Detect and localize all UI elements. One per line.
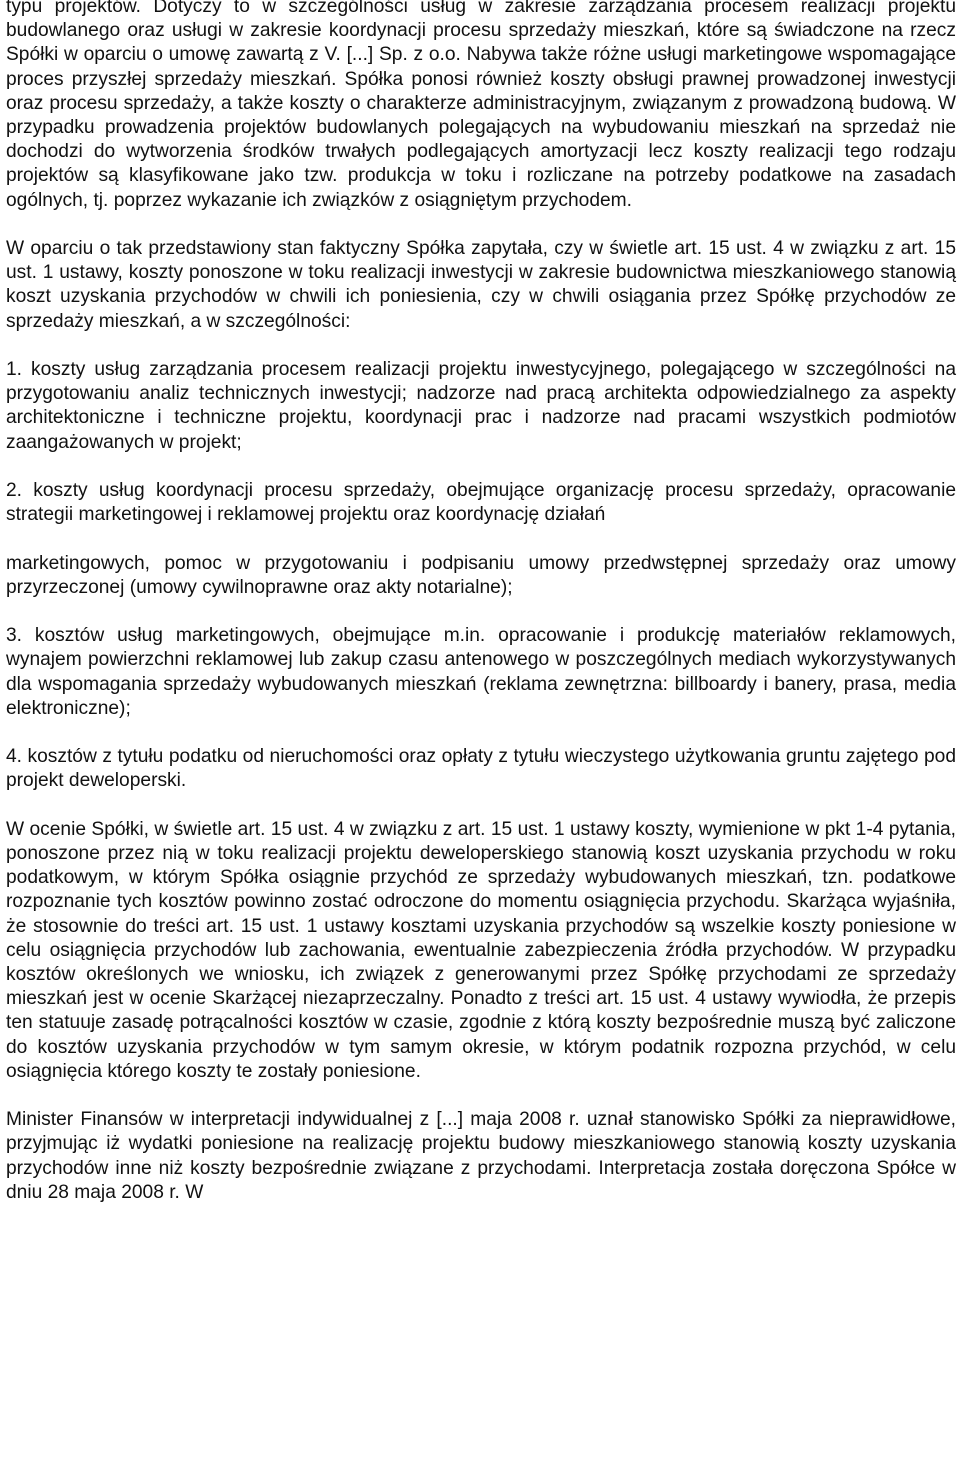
paragraph-point-1: 1. koszty usług zarządzania procesem realizacji projektu inwestycyjnego, polegającego w szczególności na przygotowaniu analiz technicznych inwestycji; nadzorze nad pracą architekta odpowiedzialnego za aspekty architektoniczne i techniczne projektu, koordynacji prac i nadzorze nad pracami wszystkich podmiotów zaangażowanych w projekt; [6,359,956,453]
paragraph-question: W oparciu o tak przedstawiony stan faktyczny Spółka zapytała, czy w świetle art. 15 ust. 4 w związku z art. 15 ust. 1 ustawy, koszty ponoszone w toku realizacji inwestycji w zakresie budownictwa mieszkaniowego stanowią koszt uzyskania przychodów w chwili ich poniesienia, czy w chwili osiągania przez Spółkę przychodów ze sprzedaży mieszkań, a w szczególności: [6,238,956,332]
paragraph-1: typu projektów. Dotyczy to w szczególności usług w zakresie zarządzania procesem realizacji projektu budowlanego oraz usługi w zakresie koordynacji procesu sprzedaży mieszkań, które są świadczone na rzecz Spółki w oparciu o umowę zawartą z V. [...] Sp. z o.o. Nabywa także różne usługi marketingowe wspomagające proces przyszłej sprzedaży mieszkań. Spółka ponosi również koszty obsługi prawnej prowadzonej inwestycji oraz procesu sprzedaży, a także koszty o charakterze administracyjnym, związanym z prowadzoną budową. W przypadku prowadzenia projektów budowlanych polegających na wybudowaniu mieszkań na sprzedaż nie dochodzi do wytworzenia środków trwałych podlegających amortyzacji lecz koszty realizacji tego rodzaju projektów są klasyfikowane jako tzw. produkcja w toku i rozliczane na potrzeby podatkowe na zasadach ogólnych, tj. poprzez wykazanie ich związków z osiągniętym przychodem. [6,0,956,211]
paragraph-point-2-continued: marketingowych, pomoc w przygotowaniu i podpisaniu umowy przedwstępnej sprzedaży oraz umowy przyrzeczonej (umowy cywilnoprawne oraz akty notarialne); [6,552,956,598]
paragraph-point-2: 2. koszty usług koordynacji procesu sprzedaży, obejmujące organizację procesu sprzedaży, opracowanie strategii marketingowej i reklamowej projektu oraz koordynację działań [6,480,956,526]
paragraph-point-4: 4. kosztów z tytułu podatku od nieruchomości oraz opłaty z tytułu wieczystego użytkowania gruntu zajętego pod projekt deweloperski. [6,746,956,792]
paragraph-point-3: 3. kosztów usług marketingowych, obejmujące m.in. opracowanie i produkcję materiałów reklamowych, wynajem powierzchni reklamowej lub zakup czasu antenowego w poszczególnych mediach wykorzystywanych dla wspomagania sprzedaży wybudowanych mieszkań (reklama zewnętrzna: billboardy i banery, prasa, media elektroniczne); [6,625,956,719]
paragraph-minister-interpretation: Minister Finansów w interpretacji indywidualnej z [...] maja 2008 r. uznał stanowisko Spółki za nieprawidłowe, przyjmując iż wydatki poniesione na realizację projektu budowy mieszkaniowego stanowią koszty uzyskania przychodów inne niż koszty bezpośrednie związane z przychodami. Interpretacja została doręczona Spółce w dniu 28 maja 2008 r. W [6,1109,956,1203]
paragraph-company-position: W ocenie Spółki, w świetle art. 15 ust. 4 w związku z art. 15 ust. 1 ustawy koszty, wymienione w pkt 1-4 pytania, ponoszone przez nią w toku realizacji projektu deweloperskiego stanowią koszt uzyskania przychodu w roku podatkowym, w którym Spółka osiągnie przychód ze sprzedaży wybudowanych mieszkań, tzn. podatkowe rozpoznanie tych kosztów powinno zostać odroczone do momentu osiągnięcia przychodu. Skarżąca wyjaśniła, że stosownie do treści art. 15 ust. 1 ustawy kosztami uzyskania przychodów są wszelkie koszty poniesione w celu osiągnięcia przychodów lub zachowania, ewentualnie zabezpieczenia źródła przychodów. W przypadku kosztów określonych we wniosku, ich związek z generowanymi przez Spółkę przychodami ze sprzedaży mieszkań jest w ocenie Skarżącej niezaprzeczalny. Ponadto z treści art. 15 ust. 4 ustawy wywiodła, że przepis ten statuuje zasadę potrącalności kosztów w czasie, zgodnie z którą koszty bezpośrednie muszą być zaliczone do kosztów uzyskania przychodów w tym samym okresie, w którym podatnik rozpozna przychód, w celu osiągnięcia którego koszty te zostały poniesione. [6,818,956,1082]
